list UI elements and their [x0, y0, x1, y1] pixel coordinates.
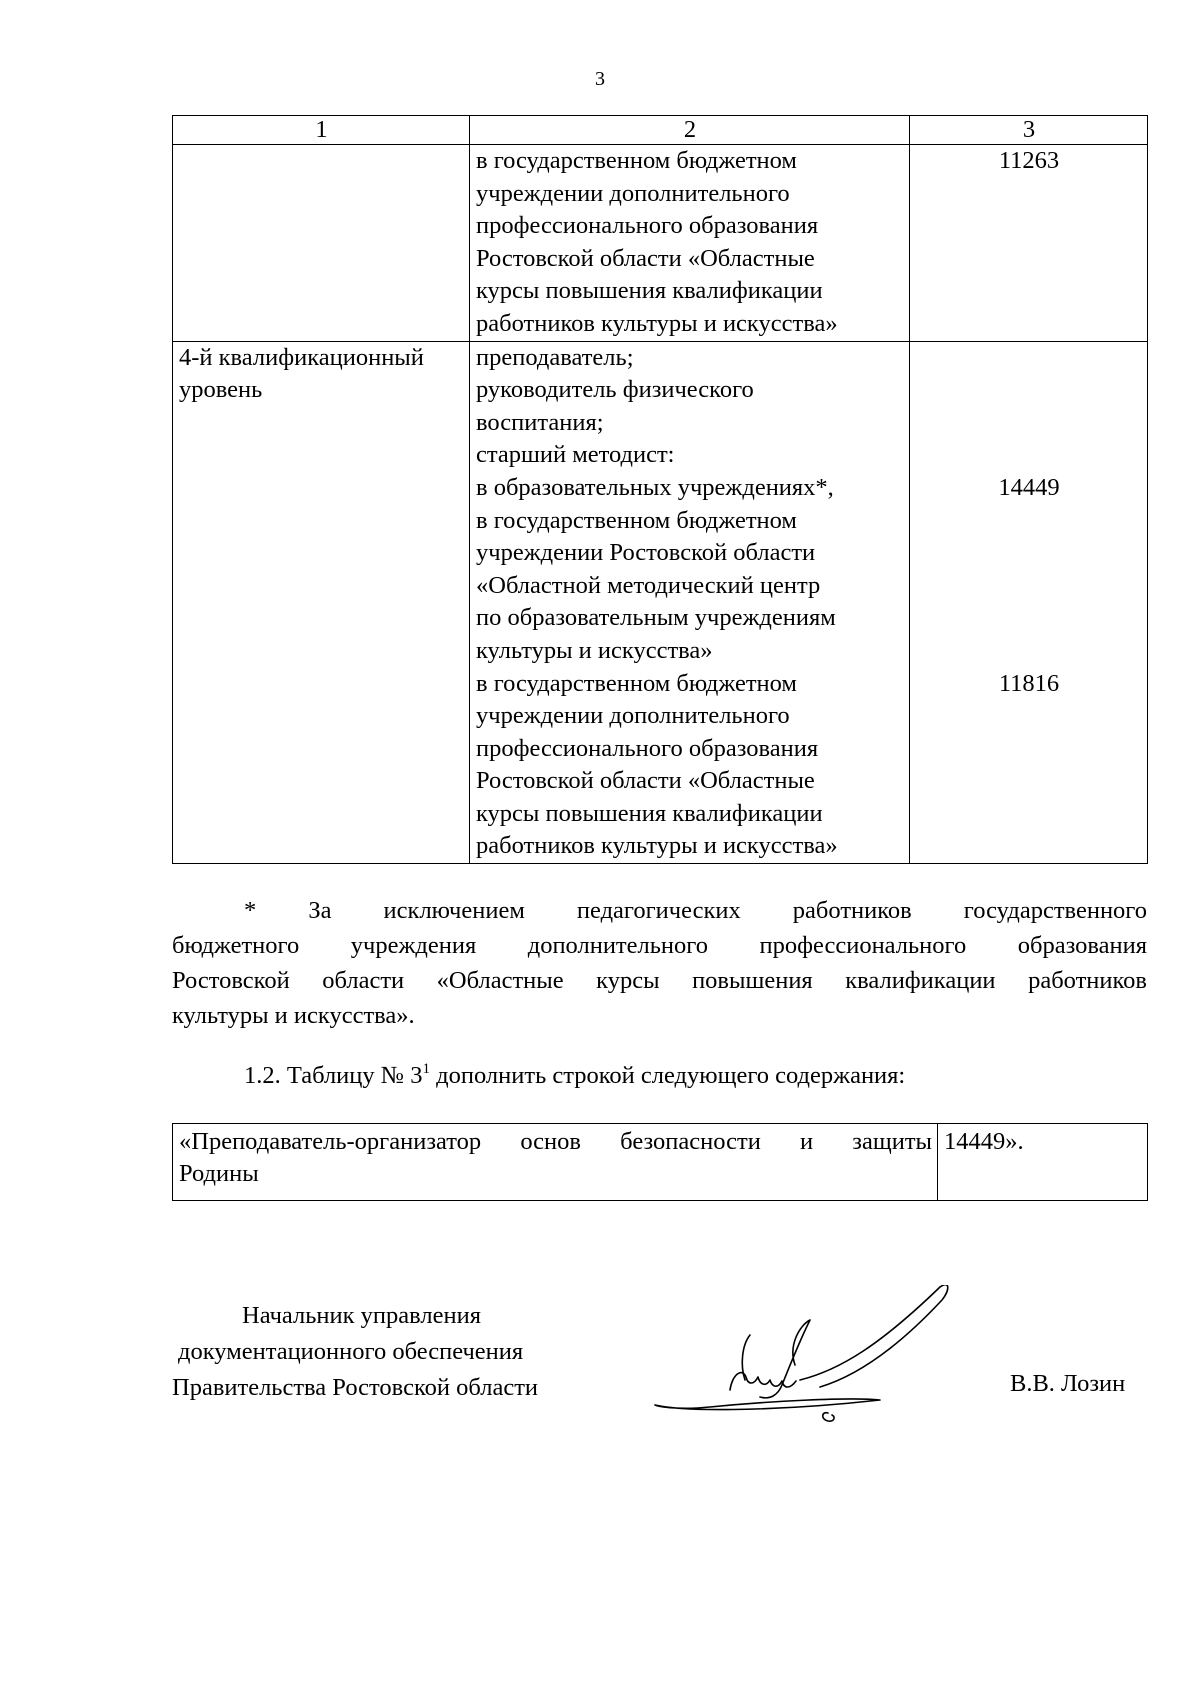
paragraph-text-cont: дополнить строкой следующего содержания:	[430, 1062, 906, 1089]
position-line: учреждении дополнительного	[476, 702, 790, 730]
position-line: курсы повышения квалификации	[476, 799, 823, 827]
amendment-paragraph	[244, 1061, 905, 1090]
signatory-title	[172, 1298, 538, 1406]
footnote-line: культуры и искусства».	[172, 1002, 415, 1029]
position-line: «Преподаватель-организатор основ безопасности и защиты	[179, 1128, 932, 1155]
position-line: работников культуры и искусства»	[476, 309, 838, 337]
salary-table	[172, 115, 1148, 864]
qualification-level-line: уровень	[179, 376, 263, 404]
position-line: в образовательных учреждениях*,	[476, 473, 834, 501]
position-line: Ростовской области «Областные	[476, 767, 815, 795]
qualification-level-line: 4-й квалификационный	[179, 343, 424, 371]
footnote-line: * За исключением педагогических работников государственного	[244, 897, 1147, 924]
position-line: Ростовской области «Областные	[476, 244, 815, 272]
position-line: в государственном бюджетном	[476, 147, 797, 174]
position-line: культуры и искусства»	[476, 636, 713, 664]
position-line: учреждении Ростовской области	[476, 539, 816, 567]
salary-cell	[910, 145, 1148, 342]
position-line: преподаватель;	[476, 343, 634, 371]
position-cell	[470, 341, 910, 864]
footnote	[172, 893, 1147, 1033]
position-line: «Областной методический центр	[476, 571, 821, 599]
table-row	[173, 341, 1148, 864]
position-line: Родины	[179, 1160, 259, 1187]
footnote-line: бюджетного учреждения дополнительного профессионального образования	[172, 932, 1147, 959]
table-row	[173, 1124, 1148, 1201]
handwritten-signature	[650, 1285, 980, 1435]
page-number: 3	[595, 68, 605, 90]
salary-value: 11816	[998, 669, 1060, 697]
signatory-title-line: Начальник управления	[242, 1302, 481, 1329]
position-line: по образовательным учреждениям	[476, 604, 836, 632]
header-col-3: 3	[910, 116, 1148, 145]
salary-cell: 14449».	[938, 1124, 1148, 1201]
header-col-2: 2	[470, 116, 910, 145]
position-line: профессионального образования	[476, 212, 819, 240]
position-line: профессионального образования	[476, 734, 819, 762]
footnote-line: Ростовской области «Областные курсы повышения квалификации работников	[172, 967, 1147, 994]
position-line: руководитель физического	[476, 376, 754, 404]
position-cell	[470, 145, 910, 342]
qualification-level-cell	[173, 145, 470, 342]
table-row	[173, 145, 1148, 342]
salary-value: 11263	[998, 147, 1060, 174]
position-line: в государственном бюджетном	[476, 669, 797, 697]
position-line: старший методист:	[476, 441, 675, 469]
position-cell	[173, 1124, 938, 1201]
header-col-1: 1	[173, 116, 470, 145]
addition-table	[172, 1123, 1148, 1201]
qualification-level-cell	[173, 341, 470, 864]
signatory-title-line: Правительства Ростовской области	[172, 1374, 539, 1401]
table-number-superscript: 1	[422, 1061, 431, 1077]
position-line: работников культуры и искусства»	[476, 832, 838, 860]
signatory-name: В.В. Лозин	[1010, 1370, 1126, 1397]
position-line: курсы повышения квалификации	[476, 277, 823, 305]
salary-value: 14449	[998, 473, 1060, 501]
position-line: воспитания;	[476, 408, 604, 436]
signatory-title-line: документационного обеспечения	[178, 1338, 524, 1365]
position-line: в государственном бюджетном	[476, 506, 797, 534]
paragraph-text: 1.2. Таблицу № 3	[244, 1062, 423, 1089]
table-header-row	[173, 116, 1148, 145]
salary-cell	[910, 341, 1148, 864]
position-line: учреждении дополнительного	[476, 179, 790, 207]
